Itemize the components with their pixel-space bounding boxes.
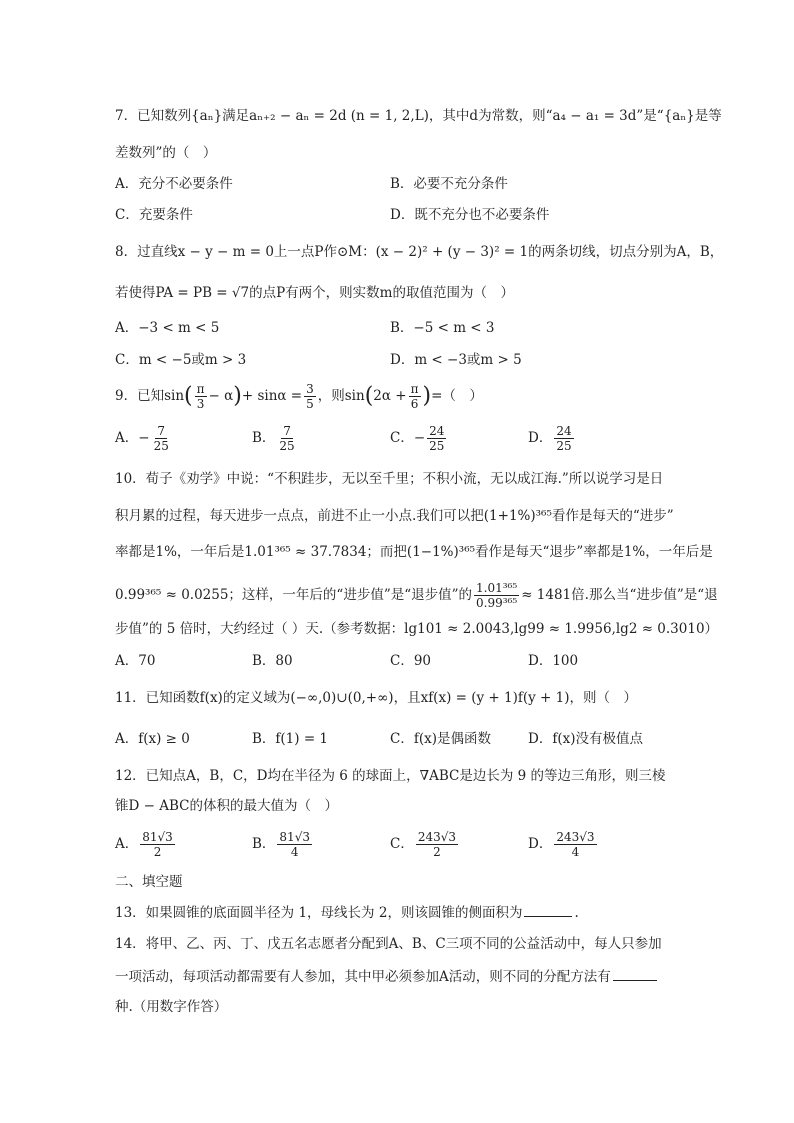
q11-option-a: A．f(x) ≥ 0	[115, 731, 190, 747]
q9-option-b: B． $\frac{7}{25}$	[252, 424, 295, 453]
q12-option-c: C． $\frac{243√3}{2}$	[390, 830, 457, 859]
q9-option-d: D． $\frac{24}{25}$	[528, 424, 572, 453]
q9-option-a: A．− $\frac{7}{25}$	[115, 424, 169, 453]
q11-line1: 11．已知函数f(x)的定义域为(−∞,0)∪(0,+∞)，且xf(x) = (y + 1)f(y + 1)，则（ ）	[115, 690, 638, 706]
q14-line1: 14．将甲、乙、丙、丁、戊五名志愿者分配到A、B、C三项不同的公益活动中，每人只参加	[115, 936, 662, 952]
q12-option-a: A． $\frac{81√3}{2}$	[115, 830, 173, 859]
q10-line1: 10．荀子《劝学》中说：“不积跬步，无以至千里；不积小流，无以成江海.”所以说学习是日	[115, 471, 664, 487]
q14-line2: 一项活动，每项活动都需要有人参加，其中甲必须参加A活动，则不同的分配方法有	[115, 966, 659, 987]
q9-pi-over-6: $\frac{\pi}{6}$	[410, 382, 419, 411]
q10-option-b: B．80	[252, 653, 293, 669]
q9-option-c: C．− $\frac{24}{25}$	[390, 424, 445, 453]
q8-option-d: D．m < −3或m > 5	[390, 352, 522, 368]
q8-line2: 若使得PA = PB = √7的点P有两个，则实数m的取值范围为（ ）	[115, 285, 514, 301]
q10-line3: 率都是1%，一年后是1.01³⁶⁵ ≈ 37.7834；而把(1−1%)³⁶⁵看作是每天“退步”率都是1%，一年后是	[115, 544, 713, 560]
q10-option-d: D．100	[528, 653, 579, 669]
q9-pi-over-3: $\frac{\pi}{3}$	[196, 382, 205, 411]
section-heading-fill-in: 二、填空题	[115, 874, 183, 890]
q13-answer-blank[interactable]	[524, 902, 572, 917]
q11-option-c: C．f(x)是偶函数	[390, 731, 491, 747]
q7-option-d: D．既不充分也不必要条件	[390, 207, 550, 223]
q7-line2: 差数列”的（ ）	[115, 145, 217, 161]
q13-line: 13．如果圆锥的底面圆半径为 1，母线长为 2，则该圆锥的侧面积为 .	[115, 902, 579, 923]
q7-line1: 7．已知数列{aₙ}满足aₙ₊₂ − aₙ = 2d (n = 1, 2,L)，其中d为常数，则“a₄ − a₁ = 3d”是“{aₙ}是等	[115, 108, 722, 124]
q14-line3: 种.（用数字作答）	[115, 999, 228, 1015]
q8-option-b: B．−5 < m < 3	[390, 320, 495, 336]
q12-option-b: B． $\frac{81√3}{4}$	[252, 830, 310, 859]
q14-answer-blank[interactable]	[613, 966, 657, 981]
q8-line1: 8．过直线x − y − m = 0上一点P作⊙M：(x − 2)² + (y − 3)² = 1的两条切线，切点分别为A，B，	[115, 244, 724, 260]
q12-line2: 锥D − ABC的体积的最大值为（ ）	[115, 798, 338, 814]
q7-option-b: B．必要不充分条件	[390, 176, 508, 192]
q11-option-b: B．f(1) = 1	[252, 731, 329, 747]
q9-stem: 9．已知sin( $\frac{\pi}{3}$ − α)+ sinα = $\frac{3}{5}$ ，则sin(2α + $\frac{\pi}{6}$ )=（ ）	[115, 382, 483, 411]
q9-prefix: 9．已知sin	[115, 388, 185, 404]
q7-option-a: A．充分不必要条件	[115, 176, 233, 192]
q11-option-d: D．f(x)没有极值点	[528, 731, 643, 747]
q10-ratio-fraction: $\frac{\text{1.01³⁶⁵}}{\text{0.99³⁶⁵}}$	[476, 581, 518, 610]
q10-line2: 积月累的过程，每天进步一点点，前进不止一小点.我们可以把(1+1%)³⁶⁵看作是每天的“进步”	[115, 508, 674, 524]
q9-three-fifths: $\frac{3}{5}$	[306, 382, 314, 411]
q8-option-a: A．−3 < m < 5	[115, 320, 220, 336]
q7-option-c: C．充要条件	[115, 207, 193, 223]
q10-line5: 步值”的 5 倍时，大约经过（ ）天.（参考数据：lg101 ≈ 2.0043,lg99 ≈ 1.9956,lg2 ≈ 0.3010）	[115, 621, 719, 637]
q10-line4: 0.99³⁶⁵ ≈ 0.0255；这样，一年后的“进步值”是“退步值”的 $\frac{\text{1.01³⁶⁵}}{\text{0.99³⁶⁵}}$ ≈ 1481倍.那么当“进步值”是“退	[115, 581, 718, 610]
q12-line1: 12．已知点A，B，C，D均在半径为 6 的球面上，∇ABC是边长为 9 的等边三角形，则三棱	[115, 768, 666, 784]
q12-option-d: D． $\frac{243√3}{4}$	[528, 830, 595, 859]
q10-option-c: C．90	[390, 653, 432, 669]
q8-option-c: C．m < −5或m > 3	[115, 352, 247, 368]
q10-option-a: A．70	[115, 653, 156, 669]
